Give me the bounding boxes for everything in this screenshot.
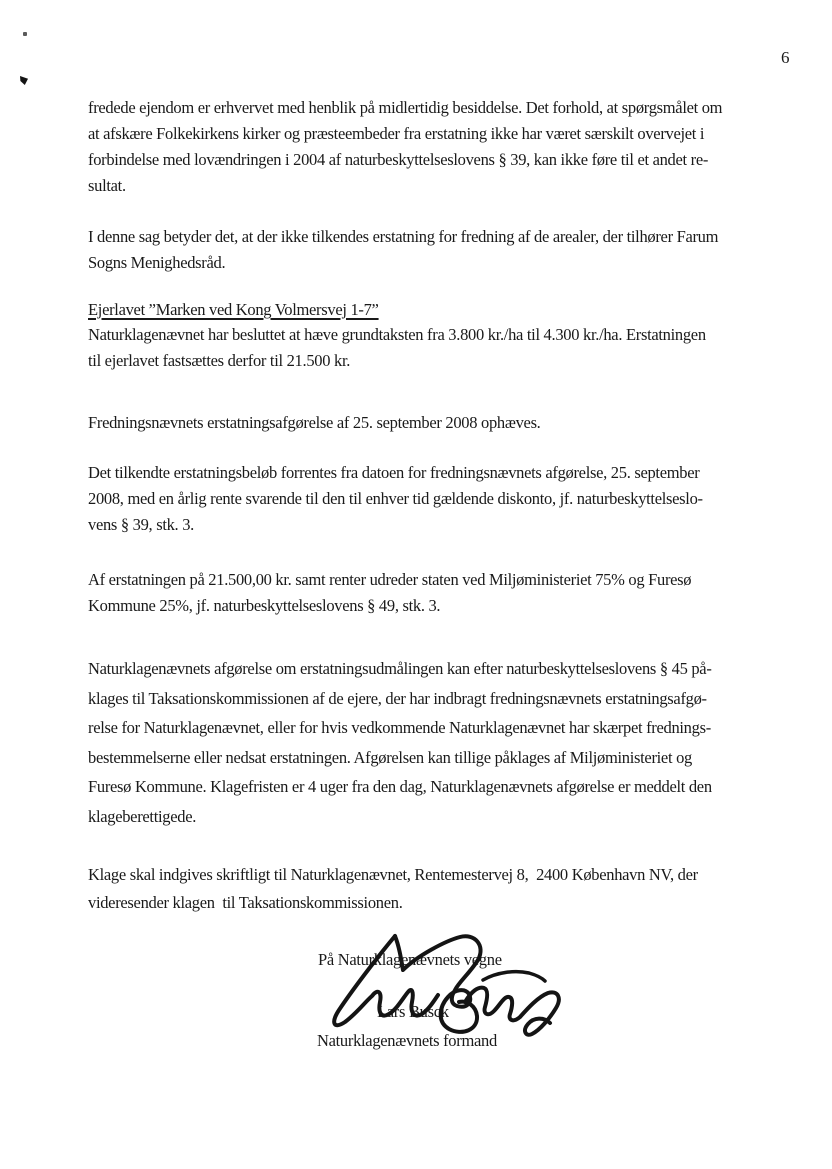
text-line: Naturklagenævnets afgørelse om erstatningsudmålingen kan efter naturbeskyttelseslovens § 45 på- bbox=[88, 659, 712, 678]
text-line: I denne sag betyder det, at der ikke tilkendes erstatning for fredning af de arealer, der tilhører Farum bbox=[88, 227, 719, 246]
text-line: Klage skal indgives skriftligt til Naturklagenævnet, Rentemestervej 8, 2400 København NV, der bbox=[88, 865, 698, 884]
text-line: fredede ejendom er erhvervet med henblik på midlertidig besiddelse. Det forhold, at spørgsmålet om bbox=[88, 98, 723, 117]
text-line: Kommune 25%, jf. naturbeskyttelseslovens § 49, stk. 3. bbox=[88, 596, 441, 615]
text-line: vens § 39, stk. 3. bbox=[88, 515, 194, 534]
page-number: 6 bbox=[781, 48, 790, 67]
text-line: klageberettigede. bbox=[88, 806, 197, 826]
text-line: Af erstatningen på 21.500,00 kr. samt renter udreder staten ved Miljøministeriet 75% og Furesø bbox=[88, 570, 692, 589]
text-line: Naturklagenævnet har besluttet at hæve grundtaksten fra 3.800 kr./ha til 4.300 kr./ha. Erstatningen bbox=[88, 325, 706, 344]
handwritten-signature-icon bbox=[315, 918, 575, 1048]
paragraph-fordeling bbox=[88, 567, 691, 619]
signature-on-behalf-text: På Naturklagenævnets vegne bbox=[318, 950, 502, 969]
signer-title: Naturklagenævnets formand bbox=[317, 1031, 497, 1050]
paragraph-conclusion-farum bbox=[88, 224, 718, 276]
text-line: Det tilkendte erstatningsbeløb forrentes fra datoen for fredningsnævnets afgørelse, 25. september bbox=[88, 463, 700, 482]
signature-stroke bbox=[395, 936, 481, 970]
text-line: til ejerlavet fastsættes derfor til 21.500 kr. bbox=[88, 351, 351, 370]
signature-flourish-underline bbox=[483, 972, 545, 981]
text-line: bestemmelserne eller nedsat erstatningen. Afgørelsen kan tillige påklages af Miljøministeriet og bbox=[88, 747, 692, 767]
text-line: 2008, med en årlig rente svarende til den til enhver tid gældende diskonto, jf. naturbeskyttelseslo- bbox=[88, 489, 703, 508]
text-line: forbindelse med lovændringen i 2004 af naturbeskyttelseslovens § 39, kan ikke føre til et andet re- bbox=[88, 150, 709, 169]
text-line: klages til Taksationskommissionen af de ejere, der har indbragt fredningsnævnets erstatningsafgø- bbox=[88, 688, 707, 708]
scan-artifact-mark bbox=[20, 76, 28, 85]
text-line: Furesø Kommune. Klagefristen er 4 uger fra den dag, Naturklagenævnets afgørelse er meddelt den bbox=[88, 777, 712, 796]
paragraph-grundtakst bbox=[88, 322, 706, 374]
text-line: relse for Naturklagenævnet, eller for hvis vedkommende Naturklagenævnet har skærpet frednings- bbox=[88, 718, 711, 737]
text-line: Sogns Menighedsråd. bbox=[88, 253, 226, 272]
text-line: Fredningsnævnets erstatningsafgørelse af 25. september 2008 ophæves. bbox=[88, 413, 541, 432]
scan-artifact-dot bbox=[23, 32, 27, 36]
text-line: at afskære Folkekirkens kirker og præsteembeder fra erstatning ikke har været særskilt overvejet i bbox=[88, 124, 705, 143]
text-line: videresender klagen til Taksationskommissionen. bbox=[88, 893, 403, 912]
text-line: sultat. bbox=[88, 176, 126, 195]
paragraph-klage-indgivelse bbox=[88, 861, 698, 917]
signature-stroke bbox=[334, 936, 438, 1025]
section-heading-ejerlavet: Ejerlavet ”Marken ved Kong Volmersvej 1-7” bbox=[88, 300, 379, 319]
signer-name: Lars Busck bbox=[377, 1002, 449, 1021]
paragraph-klagevejledning bbox=[88, 654, 712, 831]
paragraph-ophaeves bbox=[88, 410, 541, 436]
signature-stroke bbox=[441, 960, 478, 1032]
paragraph-forrentning bbox=[88, 460, 703, 538]
signature-stroke bbox=[465, 988, 559, 1035]
paragraph-intro bbox=[88, 95, 722, 199]
